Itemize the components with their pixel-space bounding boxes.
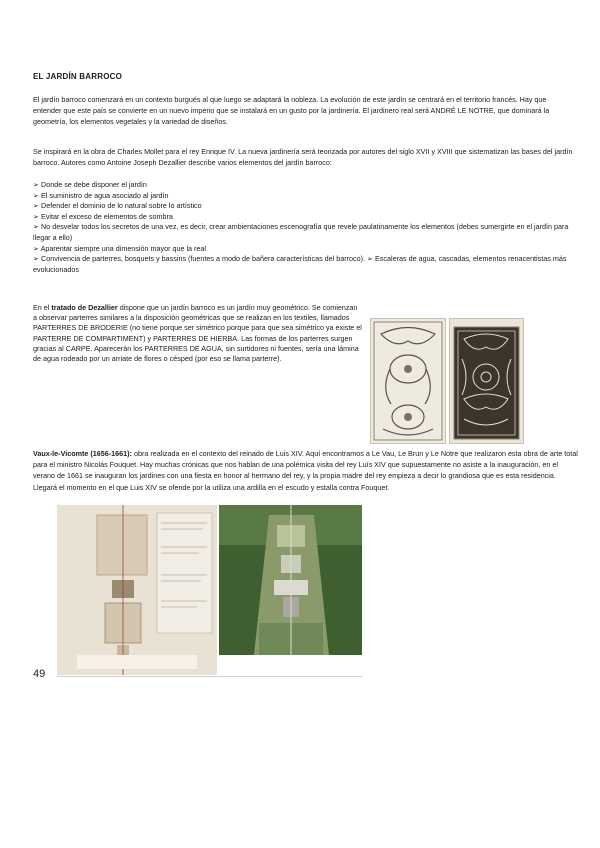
vaux-body: obra realizada en el contexto del reinado de Luis XIV. Aquí encontramos a Le Vau, Le Brun y Le Notre que realizaron esta obra de arte total para el ministro Nicolás Fouquet. Hay muchas crónicas que nos hablan de una polémica visita del rey Luís XIV que supuestamente no asiste a la inauguración, en el verano de 1661 se inauguran los jardines con una fiesta en honor al hermano del rey, y la propia madre del rey empieza a decir lo grandiosa que es esta residencia. Llegará el momento en el que Luis XIV se ofende por la utiliza una ardilla en el escudo y estalla contra Fouquet. [33, 449, 578, 492]
mollet-paragraph: Se inspirará en la obra de Charles Mollet para el rey Enrique IV. La nueva jardinería será teorizada por autores del siglo XVII y XVIII que sistematizan las bases del jardín barroco. Autores como Antoine Joseph Dezallier describe varios elementos del jardín barroco: [33, 147, 573, 168]
list-item: ➢ Donde se debe disponer el jardín [33, 180, 147, 189]
parterre-plan-image [449, 318, 524, 444]
list-item: ➢ El suministro de agua asociado al jardín [33, 190, 169, 200]
figure-divider [57, 676, 362, 677]
dezallier-body: dispone que un jardín barroco es un jardín muy geométrico. Se comienzan a observar parterres similares a la disposición geométricas que se realizan en los textiles, llamados PARTERRES DE BRODERIE (no tiene porque ser simétrico porque para que sea simétrico ya existe el PARTERRE DE COMPARTIMENT) y PARTERRES DE HIERBA. Las formas de los parterres surgen gracias al CARPE. Aparecerán los PARTERRES DE AGUA, sin surtidores ni fuentes, sería una lámina de agua rodeado por un arriate de flores o césped (por eso se llama parterre). [33, 303, 362, 364]
vaux-bold: Vaux-le-Vicomte (1656-1661): [33, 449, 132, 458]
dezallier-lead: En el [33, 303, 52, 312]
list-item: ➢ Convivencia de parterres, bosquets y bassins (fuentes a modo de bañera características del barroco). ➢ Escaleras de agua, cascadas, elementos renacentistas más evolucionados [33, 254, 567, 274]
dezallier-paragraph [33, 303, 363, 364]
list-item: ➢ Evitar el exceso de elementos de sombra [33, 211, 173, 221]
dezallier-bold: tratado de Dezallier [51, 303, 118, 312]
vaux-paragraph [33, 448, 578, 493]
list-item: ➢ No desvelar todos los secretos de una vez, es decir, crear ambientaciones escenografía que revele paulatinamente los elementos (debes sumergirte en el jardín para llegar a ello) [33, 222, 569, 242]
section-title: EL JARDÍN BARROCO [33, 72, 123, 81]
dezallier-elements-list [33, 180, 573, 275]
list-item: ➢ Aparentar siempre una dimensión mayor que la real [33, 243, 207, 253]
page-number: 49 [33, 668, 46, 680]
intro-paragraph: El jardín barroco comenzará en un contexto burgués al que luego se adaptará la nobleza. La evolución de este jardín se centrará en el territorio francés. Hay que entender que este país se convierte en un nuevo imperio que se instalará en un gusto por la jardinería. El jardinero real será ANDRÉ LE NOTRE, que dominará la geometría, los elementos vegetales y la variedad de diseños. [33, 95, 550, 127]
vaux-plan-image [57, 505, 217, 675]
list-item: ➢ Defender el dominio de lo natural sobre lo artístico [33, 201, 202, 211]
parterre-engraving-image [370, 318, 446, 444]
vaux-aerial-photo [219, 505, 362, 655]
